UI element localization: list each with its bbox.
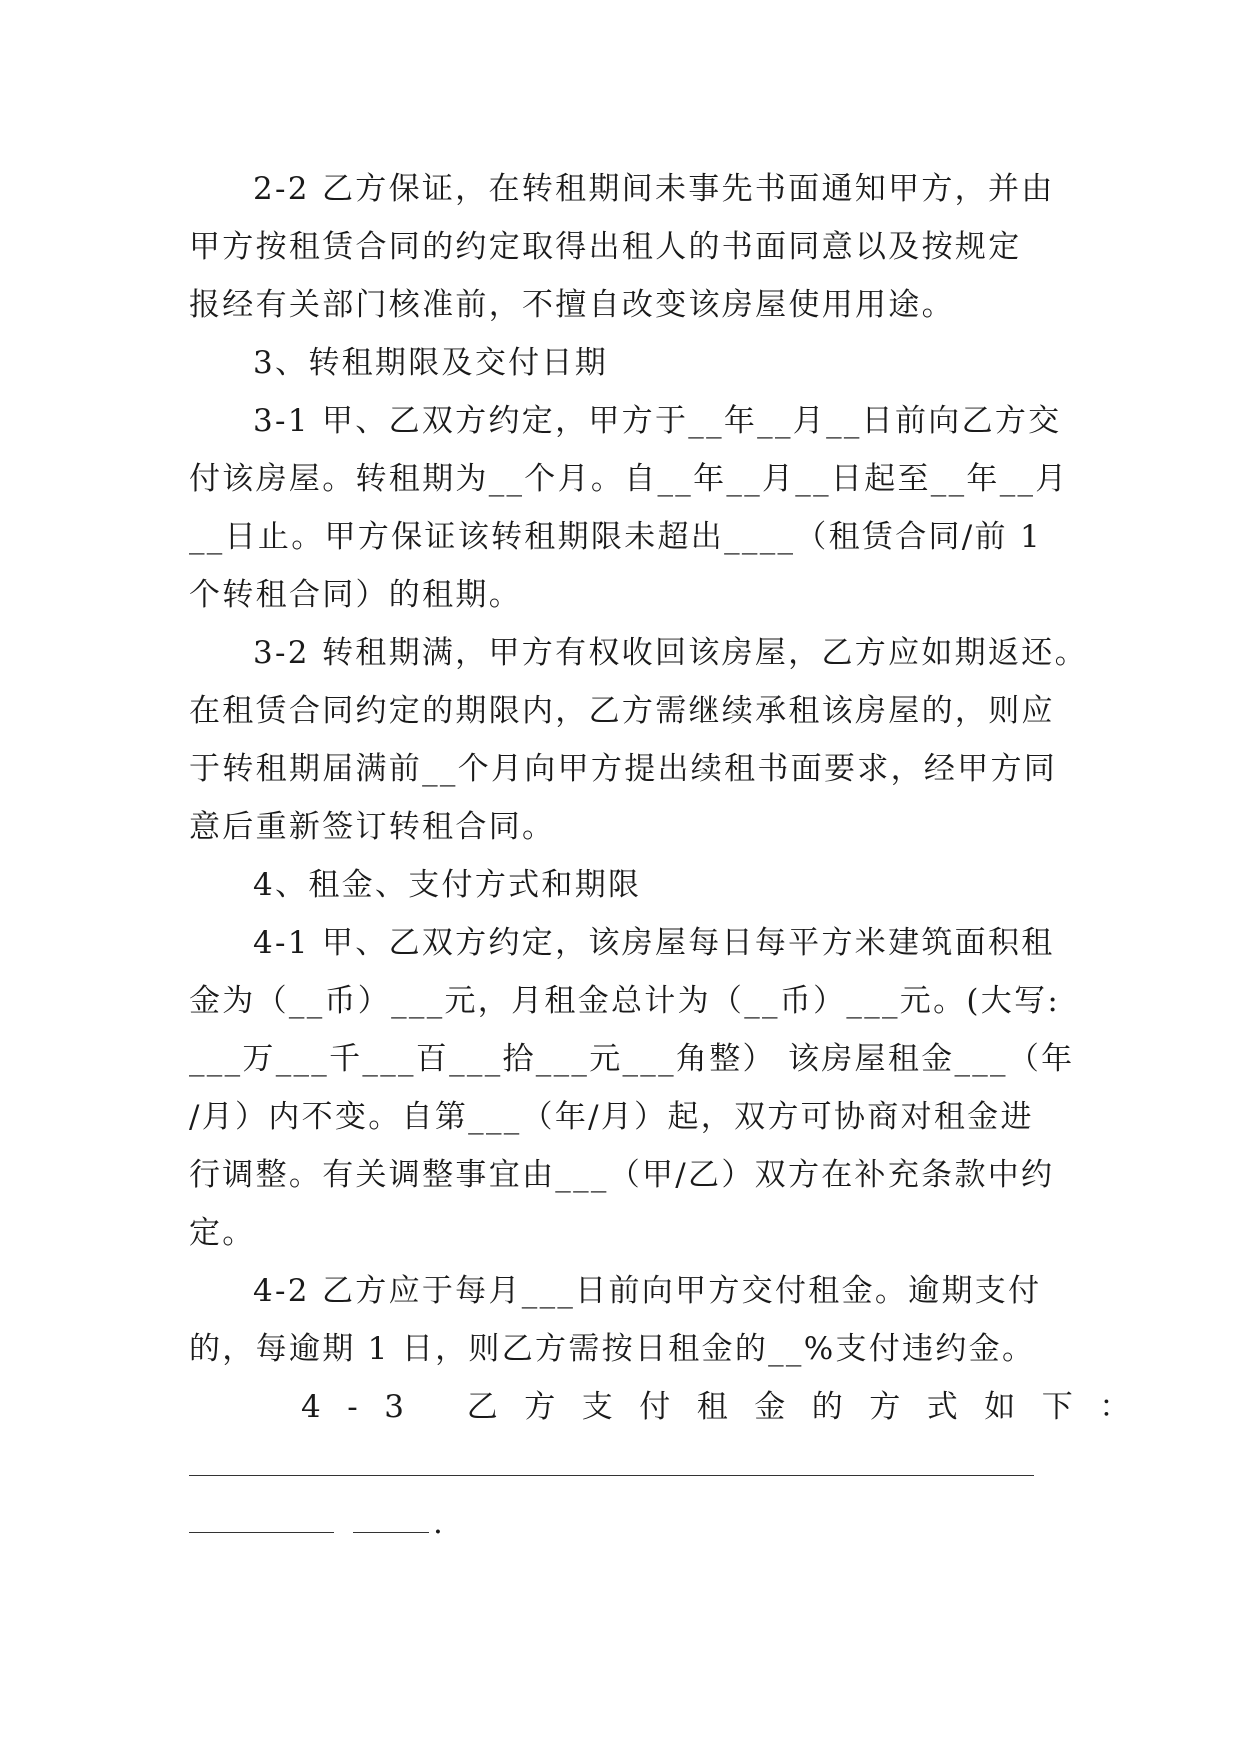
closing-period: .: [433, 1505, 443, 1541]
clause-3-1-line-3: __日止。甲方保证该转租期限未超出____（租赁合同/前 1: [189, 519, 1043, 555]
clause-4-2-line-2: 的，每逾期 1 日，则乙方需按日租金的__%支付违约金。: [189, 1331, 1036, 1367]
clause-4-1-line-5: 行调整。有关调整事宜由___（甲/乙）双方在补充条款中约: [189, 1157, 1055, 1193]
clause-3-1-line-4: 个转租合同）的租期。: [189, 577, 522, 613]
clause-2-2-line-2: 甲方按租赁合同的约定取得出租人的书面同意以及按规定: [189, 229, 1022, 265]
clause-3-2-line-2: 在租赁合同约定的期限内，乙方需继续承租该房屋的，则应: [189, 693, 1055, 729]
clause-4-1-line-3: ___万___千___百___拾___元___角整） 该房屋租金___（年: [189, 1041, 1075, 1077]
clause-3-2-line-1: 3-2 转租期满，甲方有权收回该房屋，乙方应如期返还。: [253, 635, 1088, 671]
section-3-heading: 3、转租期限及交付日期: [253, 345, 609, 381]
clause-4-2-line-1: 4-2 乙方应于每月___日前向甲方交付租金。逾期支付: [253, 1273, 1042, 1309]
clause-2-2-line-3: 报经有关部门核准前，不擅自改变该房屋使用用途。: [189, 287, 955, 323]
blank-segment-2: [353, 1532, 429, 1533]
clause-4-3-line-1: 4-3 乙方支付租金的方式如下：: [301, 1389, 1157, 1425]
clause-4-1-line-4: /月）内不变。自第___（年/月）起，双方可协商对租金进: [189, 1099, 1034, 1135]
blank-segment-1: [189, 1532, 334, 1533]
clause-3-1-line-2: 付该房屋。转租期为__个月。自__年__月__日起至__年__月: [189, 461, 1069, 497]
clause-4-1-line-2: 金为（__币）___元，月租金总计为（__币）___元。(大写:: [189, 983, 1061, 1019]
section-4-heading: 4、租金、支付方式和期限: [253, 867, 642, 903]
clause-3-1-line-1: 3-1 甲、乙双方约定，甲方于__年__月__日前向乙方交: [253, 403, 1062, 439]
contract-body: [189, 160, 1157, 1436]
clause-4-1-line-6: 定。: [189, 1215, 256, 1251]
clause-2-2-line-1: 2-2 乙方保证，在转租期间未事先书面通知甲方，并由: [253, 171, 1055, 207]
fill-in-blank-line: [189, 1475, 1034, 1476]
clause-3-2-line-3: 于转租期届满前__个月向甲方提出续租书面要求，经甲方同: [189, 751, 1058, 787]
clause-3-2-line-4: 意后重新签订转租合同。: [189, 809, 556, 845]
clause-4-1-line-1: 4-1 甲、乙双方约定，该房屋每日每平方米建筑面积租: [253, 925, 1055, 961]
